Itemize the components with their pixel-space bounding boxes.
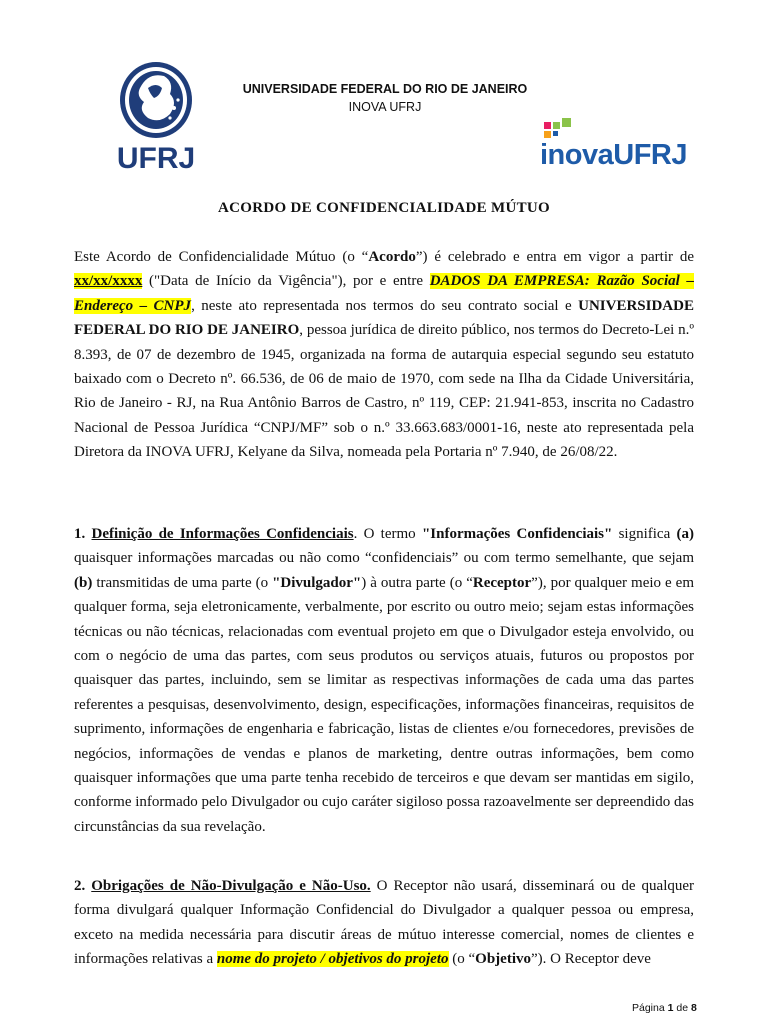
ufrj-emblem-icon (104, 58, 208, 176)
section-text: (o “ (448, 951, 476, 968)
ufrj-logo-text: UFRJ (116, 142, 196, 175)
section-2-number: 2. (74, 878, 92, 894)
inova-logo-icon (536, 116, 716, 170)
term-divulgador: "Divulgador" (272, 574, 362, 591)
section-text: ”). O Receptor deve (531, 951, 651, 968)
intro-term-acordo: Acordo (368, 249, 416, 265)
term-receptor: Receptor (472, 574, 532, 591)
section-text: ”), por qualquer meio e em qualquer forma, seja eletronicamente, verbalmente, por escrito ou outro meio; sejam estas informações técnicas ou não técnicas, relacionadas com eventual projeto em que o Divulgador esteja envolvido, ou com o negócio de uma das partes, com seus produtos ou serviços atuais, futuros ou propostos por quaisquer das partes, incluindo, sem se limitar as respectivas informações de cada uma das partes referentes a pesquisas, desenvolvimento, design, especificações, informações financeiras, requisitos de suprimento, informações de engenharia e fabricação, listas de clientes e/ou fornecedores, previsões de negócios, informações de vendas e planos de marketing, dentre outras informações, bem como quaisquer informações que uma parte tenha recebido de terceiros e que devam ser mantidas em sigilo, conforme informado pelo Divulgador ou cujo caráter sigiloso possa razoavelmente ser depreendido das circunstâncias da sua revelação. (74, 574, 694, 835)
section-1-number: 1. (74, 526, 92, 542)
page-label: Página (632, 1002, 668, 1014)
inova-ufrj-logo (536, 116, 716, 170)
document-title: ACORDO DE CONFIDENCIALIDADE MÚTUO (218, 200, 550, 216)
section-text: . O termo (353, 526, 422, 542)
svg-text:inovaUFRJ (540, 139, 687, 170)
item-b-marker: (b) (74, 574, 93, 591)
page-total: 8 (690, 1002, 697, 1014)
university-party-name: UNIVERSIDADE FEDERAL DO RIO DE JANEIRO (74, 297, 694, 339)
project-placeholder: nome do projeto / objetivos do projeto (216, 951, 449, 968)
intro-text: Este Acordo de Confidencialidade Mútuo (o “ (74, 249, 369, 265)
date-placeholder: xx/xx/xxxx (74, 273, 143, 290)
section-2-paragraph (74, 874, 694, 972)
page-number (632, 1002, 697, 1014)
section-2-heading: Obrigações de Não-Divulgação e Não-Uso. (91, 878, 371, 894)
unit-name: INOVA UFRJ (348, 100, 422, 114)
section-text: transmitidas de uma parte (o (92, 574, 273, 591)
section-text: significa (612, 526, 677, 542)
section-1-heading: Definição de Informações Confidenciais (91, 526, 354, 542)
intro-text: , neste ato representada nos termos do seu contrato social e (191, 297, 579, 314)
section-text: O Receptor não usará, disseminará ou de qualquer forma divulgará qualquer Informação Confidencial do Divulgador a qualquer pessoa ou empresa, exceto na medida necessária para discutir áreas de mútuo interesse comercial, nomes de clientes e informações relativas a (74, 878, 695, 968)
company-placeholder: DADOS DA EMPRESA: Razão Social – Endereço – CNPJ (74, 273, 694, 314)
intro-text: ”) é celebrado e entra em vigor a partir de (415, 249, 694, 265)
section-text: ) à outra parte (o “ (361, 574, 473, 591)
inova-logo-text-a: inova (540, 139, 614, 170)
page-of: de (673, 1002, 691, 1014)
intro-text: , pessoa jurídica de direito público, nos termos do Decreto-Lei n.º 8.393, de 07 de dezembro de 1945, organizada na forma de autarquia especial segundo seu estatuto baixado com o Decreto nº. 66.536, de 06 de maio de 1970, com sede na Ilha da Cidade Universitária, Rio de Janeiro - RJ, na Rua Antônio Barros de Castro, nº 119, CEP: 21.941-853, inscrita no Cadastro Nacional de Pessoa Jurídica “CNPJ/MF” sob o n.º 33.663.683/0001-16, neste ato representada pela Diretora da INOVA UFRJ, Kelyane da Silva, nomeada pela Portaria nº 7.940, de 26/08/22. (74, 322, 695, 461)
term-informacoes-confidenciais: "Informações Confidenciais" (421, 526, 613, 542)
university-name: UNIVERSIDADE FEDERAL DO RIO DE JANEIRO (242, 82, 528, 96)
section-text: quaisquer informações marcadas ou não como “confidenciais” ou com termo semelhante, que sejam (74, 550, 694, 567)
inova-logo-text-b: UFRJ (613, 139, 687, 170)
intro-paragraph (74, 245, 694, 465)
page-current: 1 (667, 1002, 674, 1014)
intro-text: ("Data de Início da Vigência"), por e entre (142, 273, 430, 290)
item-a-marker: (a) (676, 526, 695, 542)
document-header (200, 80, 570, 116)
term-objetivo: Objetivo (475, 951, 531, 968)
section-1-paragraph (74, 522, 694, 839)
ufrj-logo (104, 58, 208, 176)
